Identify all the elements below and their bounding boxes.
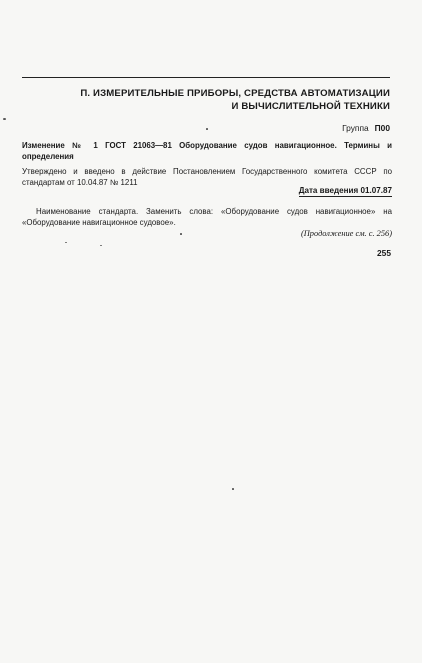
approval-statement: Утверждено и введено в действие Постановлением Государственного комитета СССР по стандартам от 10.04.87 № 1211 <box>22 167 392 187</box>
section-title-line-1: П. ИЗМЕРИТЕЛЬНЫЕ ПРИБОРЫ, СРЕДСТВА АВТОМАТИЗАЦИИ <box>80 88 390 99</box>
section-title <box>22 87 390 113</box>
scan-speck <box>232 488 234 490</box>
scan-speck <box>180 233 182 235</box>
group-code: П00 <box>374 123 390 133</box>
amendment-body: Наименование стандарта. Заменить слова: «Оборудование судов навигационное» на «Оборудование навигационное судовое». <box>22 207 392 227</box>
effective-date: Дата введения 01.07.87 <box>298 186 392 195</box>
scan-speck <box>3 118 6 120</box>
scan-speck <box>206 128 208 130</box>
section-title-line-2: И ВЫЧИСЛИТЕЛЬНОЙ ТЕХНИКИ <box>231 101 390 112</box>
group-designation <box>342 123 390 134</box>
section-divider <box>22 77 390 78</box>
page-number: 255 <box>377 248 391 258</box>
group-label: Группа <box>342 123 369 133</box>
scan-speck <box>100 245 102 246</box>
change-heading: Изменение № 1 ГОСТ 21063—81 Оборудование судов навигационное. Термины и определения <box>22 141 392 161</box>
scan-speck <box>65 242 67 243</box>
continuation-note: (Продолжение см. с. 256) <box>300 229 392 238</box>
